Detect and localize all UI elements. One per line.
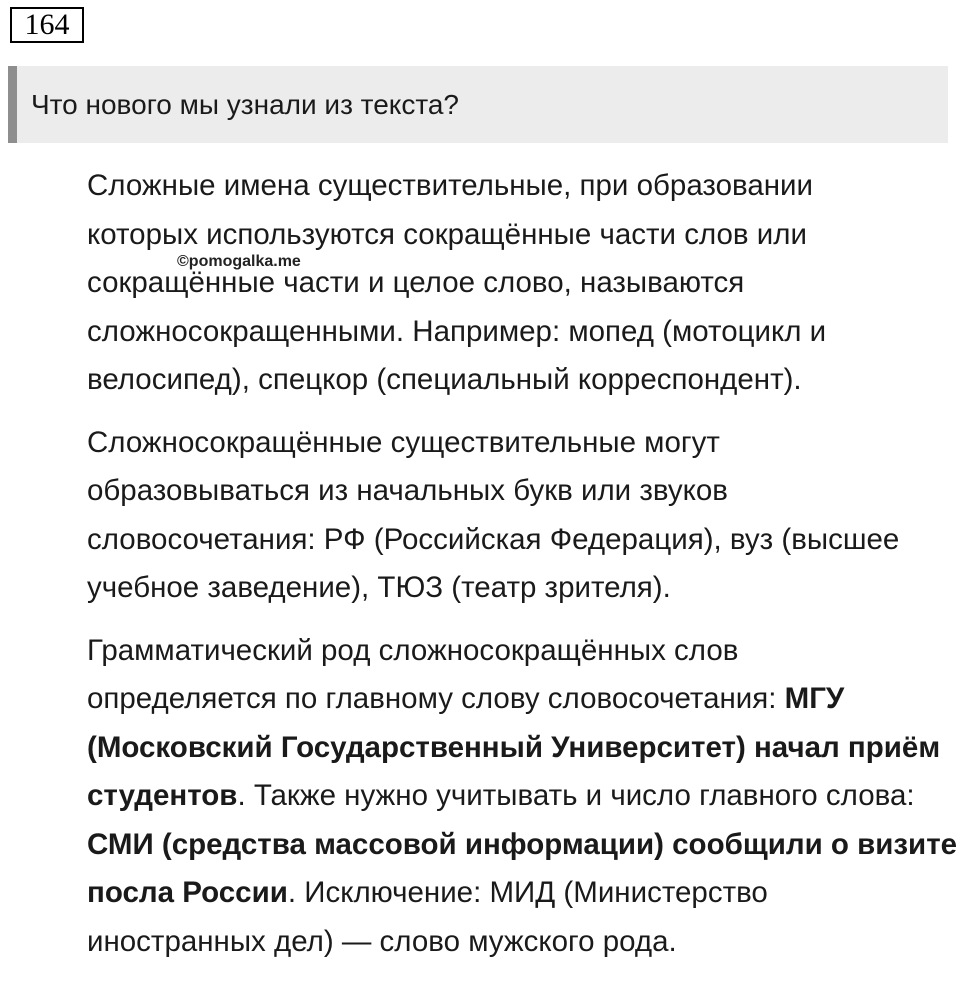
paragraph <box>10 419 950 613</box>
text-line <box>10 821 958 870</box>
text-line <box>10 356 950 405</box>
text-segment: которых используются сокращённые части слов или <box>87 217 807 251</box>
bold-example: СМИ (средства массовой информации) сообщили о визите <box>87 827 958 861</box>
paragraph <box>10 627 958 967</box>
text-line <box>10 675 950 724</box>
text-segment: сложносокращенными. Например: мопед (мотоцикл и <box>87 314 827 348</box>
text-segment: учебное заведение), ТЮЗ (театр зрителя). <box>87 571 671 604</box>
text-line <box>10 516 950 565</box>
text-line <box>10 467 950 516</box>
answer-text <box>10 162 958 966</box>
paragraph <box>10 162 950 405</box>
text-segment: сокращённые части и целое слово, называются <box>87 266 745 299</box>
text-segment: иностранных дел) — слово мужского рода. <box>87 924 677 958</box>
bold-example: МГУ <box>784 682 845 715</box>
text-line <box>10 308 950 357</box>
question-heading: Что нового мы узнали из текста? <box>8 66 948 143</box>
bold-example: посла России <box>87 876 288 909</box>
text-line <box>10 211 950 260</box>
text-line <box>10 564 950 613</box>
bold-example: (Московский Государственный Университет) начал приём <box>87 730 941 764</box>
task-number: 164 <box>10 7 84 43</box>
text-segment: определяется по главному слову словосочетания: <box>87 682 785 715</box>
text-line <box>10 918 950 967</box>
text-line <box>10 162 950 211</box>
text-segment: . Исключение: МИД (Министерство <box>287 876 768 909</box>
text-line <box>10 627 950 676</box>
text-segment: словосочетания: РФ (Российская Федерация), вуз (высшее <box>87 522 900 556</box>
bold-example: студентов <box>87 779 238 812</box>
text-segment: . Также нужно учитывать и число главного слова: <box>237 779 915 812</box>
text-segment: образовываться из начальных букв или звуков <box>87 474 728 507</box>
text-line <box>10 724 950 773</box>
text-segment: Сложные имена существительные, при образовании <box>87 169 813 202</box>
text-segment: Грамматический род сложносокращённых слов <box>87 633 739 667</box>
watermark: ©pomogalka.me <box>177 253 301 270</box>
text-line <box>10 419 950 468</box>
text-segment: велосипед), спецкор (специальный корреспондент). <box>87 363 802 396</box>
text-line <box>10 259 950 308</box>
text-line <box>10 772 950 821</box>
text-segment: Сложносокращённые существительные могут <box>87 425 720 459</box>
text-line <box>10 869 950 918</box>
